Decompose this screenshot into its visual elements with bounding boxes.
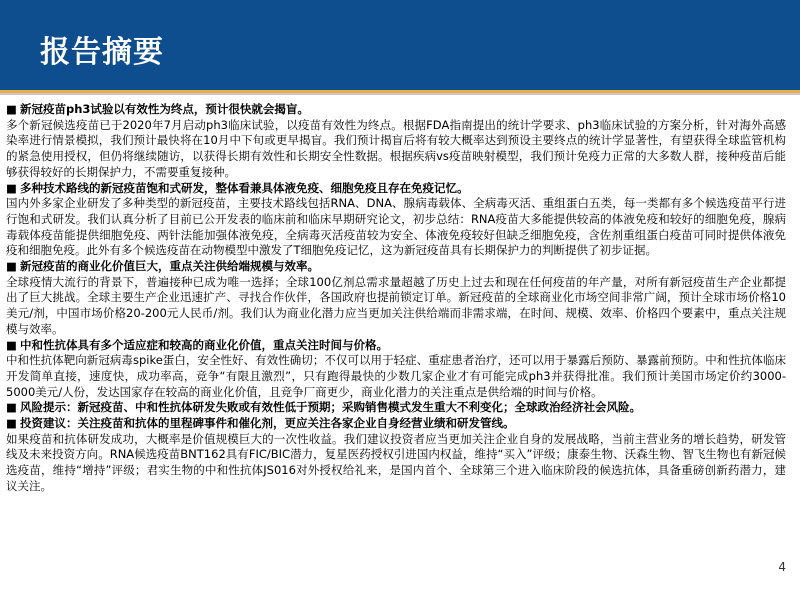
section-body-3: 全球疫情大流行的背景下，普遍接种已成为唯一选择；全球100亿剂总需求量超越了历史上过去和现在任何疫苗的年产量，对所有新冠疫苗生产企业都提出了巨大挑战。全球主要生产企业迅速扩产、寻找合作伙伴，各国政府也提前锁定订单。新冠疫苗的全球商业化市场空间非常广阔，预计全球市场价格10美元/剂，中国市场价格20-200元人民币/剂。我们认为商业化潜力应当更加关注供给端而非需求端，在时间、规模、效率、价格四个要素中，重点关注规模与效率。 [6,274,786,336]
bullet-square-icon: ■ [6,400,17,415]
section-heading-5 [6,400,786,416]
section-heading-text: 风险提示：新冠疫苗、中和性抗体研发失败或有效性低于预期；采购销售模式发生重大不利变化；全球政治经济社会风险。 [20,400,641,415]
header-divider-line [0,93,800,95]
section-body-2: 国内外多家企业研发了多种类型的新冠疫苗，主要技术路线包括RNA、DNA、腺病毒载体、全病毒灭活、重组蛋白五类，每一类都有多个候选疫苗平行进行饱和式研发。我们认真分析了目前已公开发表的临床前和临床早期研究论文，初步总结：RNA疫苗大多能提供较高的体液免疫和较好的细胞免疫，腺病毒载体疫苗能提供细胞免疫、两针法能加强体液免疫，全病毒灭活疫苗较为安全、体液免疫较好但缺乏细胞免疫，含佐剂重组蛋白疫苗可同时提供体液免疫和细胞免疫。此外有多个候选疫苗在动物模型中激发了T细胞免疫记忆，这为新冠疫苗具有长期保护力的判断提供了初步证据。 [6,196,786,258]
title-bar [0,0,800,90]
section-heading-text: 多种技术路线的新冠疫苗饱和式研发，整体看兼具体液免疫、细胞免疫且存在免疫记忆。 [20,180,469,195]
bullet-square-icon: ■ [6,102,17,116]
section-heading-text: 中和性抗体具有多个适应症和较高的商业化价值，重点关注时间与价格。 [20,337,388,352]
section-body-1: 多个新冠候选疫苗已于2020年7月启动ph3临床试验，以疫苗有效性为终点。根据FDA指南提出的统计学要求、ph3临床试验的方案分析，针对海外高感染率进行情景模拟，我们预计最快将在10月中下旬或更早揭盲。我们预计揭盲后将有较大概率达到预设主要终点的统计学显著性，有望获得全球监管机构的紧急使用授权，但仍将继续随访，以获得长期有效性和长期安全性数据。根据疾病vs疫苗映射模型，我们预计免疫力正常的大多数人群，接种疫苗后能够获得较好的长期保护力，不需要重复接种。 [6,117,786,179]
section-heading-6 [6,416,786,432]
section-body-6: 如果疫苗和抗体研发成功，大概率是价值规模巨大的一次性收益。我们建议投资者应当更加关注企业自身的发展战略，当前主营业务的增长趋势，研发管线及未来投资方向。RNA候选疫苗BNT162具有FIC/BIC潜力，复星医药授权引进国内权益，维持“买入”评级；康泰生物、沃森生物、智飞生物也有新冠候选疫苗，维持“增持”评级；君实生物的中和性抗体JS016对外授权给礼来，是国内首个、全球第三个进入临床阶段的候选抗体，具备重磅创新药潜力，建议关注。 [6,431,786,493]
section-body-4: 中和性抗体靶向新冠病毒spike蛋白，安全性好、有效性确切；不仅可以用于轻症、重症患者治疗，还可以用于暴露后预防、暴露前预防。中和性抗体临床开发简单直接，速度快，成功率高，竞争“有限且激烈”，只有跑得最快的少数几家企业才有可能完成ph3并获得批准。我们预计美国市场定价约3000-5000美元/人份，发达国家存在较高的商业化价值，且竞争厂商更少，商业化潜力的关注重点是供给端的时间与价格。 [6,353,786,399]
section-heading-text: 新冠疫苗ph3试验以有效性为终点，预计很快就会揭盲。 [20,102,309,116]
section-heading-1 [6,102,786,118]
bullet-square-icon: ■ [6,416,17,431]
section-heading-text: 投资建议：关注疫苗和抗体的里程碑事件和催化剂，更应关注各家企业自身经营业绩和研发管线。 [20,416,515,431]
bullet-square-icon: ■ [6,180,17,195]
section-heading-3 [6,259,786,275]
page-title: 报告摘要 [40,35,164,70]
section-heading-2 [6,181,786,197]
section-heading-text: 新冠疫苗的商业化价值巨大，重点关注供给端规模与效率。 [20,259,319,274]
bullet-square-icon: ■ [6,337,17,352]
page-number: 4 [778,560,786,574]
summary-content [6,102,786,495]
bullet-square-icon: ■ [6,259,17,274]
section-heading-4 [6,338,786,354]
